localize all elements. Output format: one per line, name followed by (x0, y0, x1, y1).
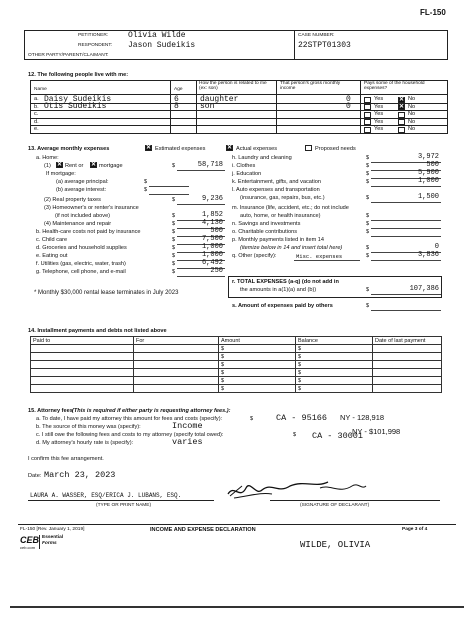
dollar-sign: $ (144, 187, 148, 193)
if-mortgage-label: If mortgage: (46, 171, 76, 177)
date-value: March 23, 2023 (44, 470, 116, 480)
dollar-sign: $ (221, 385, 225, 392)
debt-cell (373, 377, 442, 385)
form-id: FL-150 (420, 8, 446, 17)
respondent-label: RESPONDENT: (78, 43, 113, 48)
section-12-title: 12. The following people live with me: (28, 72, 129, 78)
dollar-sign: $ (172, 245, 176, 251)
childcare-label: c. Child care (36, 237, 68, 243)
pays-no-checkbox[interactable] (398, 119, 405, 125)
laundry-amount: 3,972 (417, 153, 439, 161)
payments-label: p. Monthly payments listed in item 14 (232, 237, 325, 243)
pays-no-checkbox[interactable] (398, 112, 405, 118)
dollar-sign: $ (366, 303, 370, 309)
attorney-name: LAURA A. WASSER, ESQ/ERICA J. LUBANS, ESQ. (30, 492, 182, 499)
childcare-amount: 7,500 (201, 235, 223, 243)
health-label: b. Health-care costs not paid by insurance (36, 229, 141, 235)
insurance-label-2: (if not included above) (55, 213, 111, 219)
debt-cell (373, 353, 442, 361)
case-number-label: CASE NUMBER: (298, 33, 335, 38)
fees-paid-dollar: $ (250, 416, 254, 422)
ins-life-label-2: auto, home, or health insurance) (240, 213, 321, 219)
phone-label: g. Telephone, cell phone, and e-mail (36, 269, 126, 275)
auto-label-2: (insurance, gas, repairs, bus, etc.) (240, 195, 325, 201)
estimated-checkbox[interactable]: ✕ (146, 145, 152, 151)
brand-url: ceb.com (20, 545, 36, 550)
forms-label: Forms (42, 541, 57, 546)
footer-name: WILDE, OLIVIA (300, 540, 371, 550)
other-desc-line (294, 252, 360, 261)
dollar-sign: $ (366, 253, 370, 259)
debt-cell (296, 345, 373, 353)
respondent-name: Jason Sudeikis (128, 41, 196, 50)
debt-cell (134, 345, 219, 353)
amount-line (371, 302, 441, 311)
rent-amount: 58,718 (197, 161, 223, 169)
no-label: No (408, 103, 416, 110)
debt-row (31, 361, 442, 369)
payments-amount: 0 (434, 243, 439, 251)
type-print-label: (TYPE OR PRINT NAME) (96, 503, 152, 508)
debt-row (31, 377, 442, 385)
caption-divider (294, 30, 295, 60)
total-amount: 107,386 (409, 285, 439, 293)
petitioner-name: Olivia Wilde (128, 31, 186, 40)
dollar-sign: $ (172, 213, 176, 219)
section-14-title: 14. Installment payments and debts not listed above (28, 328, 167, 334)
hourly-rate-label: d. My attorney's hourly rate is (specify): (36, 440, 134, 446)
dollar-sign: $ (221, 369, 225, 376)
debt-cell (373, 369, 442, 377)
rent-label: Rent or (65, 163, 84, 169)
dollar-sign: $ (172, 269, 176, 275)
debt-cell (373, 345, 442, 353)
no-label: No (408, 118, 416, 125)
signature-label: (SIGNATURE OF DECLARANT) (300, 503, 370, 508)
person-relation: son (200, 102, 215, 112)
debt-cell (296, 369, 373, 377)
yes-label: Yes (374, 96, 384, 102)
col-age: Age (174, 87, 183, 92)
dollar-sign: $ (221, 361, 225, 368)
debt-cell (373, 361, 442, 369)
fees-owed-dollar: $ (293, 432, 297, 438)
rent-note: * Monthly $30,000 rental lease terminates in July 2023 (34, 290, 179, 296)
other-amount: 3,836 (417, 251, 439, 259)
dollar-sign: $ (172, 237, 176, 243)
dollar-sign: $ (366, 213, 370, 219)
debt-cell (219, 353, 296, 361)
health-amount: 500 (210, 227, 223, 235)
footer-rule (18, 524, 456, 525)
fees-source: Income (172, 421, 203, 431)
dollar-sign: $ (298, 385, 302, 392)
dollar-sign: $ (221, 345, 225, 352)
debts-table (30, 336, 442, 393)
dollar-sign: $ (298, 361, 302, 368)
debt-row (31, 345, 442, 353)
charity-label: o. Charitable contributions (232, 229, 297, 235)
other-label: q. Other (specify): (232, 253, 277, 259)
person-relation: daughter (200, 94, 239, 104)
dollar-sign: $ (366, 163, 370, 169)
dollar-sign: $ (366, 179, 370, 185)
fees-owed-ca: CA - 30001 (312, 431, 364, 441)
case-number: 22STPT01303 (298, 41, 351, 50)
date-label: Date: (28, 473, 42, 479)
pays-yes-checkbox[interactable] (364, 97, 371, 103)
dollar-sign: $ (172, 197, 176, 203)
dollar-sign: $ (366, 221, 370, 227)
debt-cell (31, 385, 134, 393)
groceries-amount: 1,000 (201, 243, 223, 251)
savings-label: n. Savings and investments (232, 221, 301, 227)
no-label: No (408, 111, 416, 118)
yes-label: Yes (374, 103, 384, 110)
eating-amount: 1,000 (201, 251, 223, 259)
yes-label: Yes (374, 118, 384, 125)
section-15-title: 15. Attorney fees (28, 408, 73, 414)
actual-label: Actual expenses (236, 146, 278, 152)
household-row-line (30, 110, 448, 111)
paid-others-label: s. Amount of expenses paid by others (232, 303, 333, 309)
debt-cell (31, 345, 134, 353)
home-label: a. Home: (36, 155, 59, 161)
dollar-sign: $ (172, 221, 176, 227)
auto-label: l. Auto expenses and transportation (232, 187, 320, 193)
dollar-sign: $ (366, 171, 370, 177)
pays-no-checkbox[interactable]: ✕ (399, 96, 405, 103)
principal-label: (a) average principal: (56, 179, 109, 185)
row-letter: b. (34, 103, 39, 110)
tax-label: (2) Real property taxes (44, 197, 101, 203)
person-name: Daisy Sudeikis (44, 94, 112, 104)
tax-amount: 9,236 (201, 195, 223, 203)
debt-cell (134, 353, 219, 361)
person-name: Otis Sudeikis (44, 102, 107, 112)
debt-cell (134, 361, 219, 369)
debt-cell (296, 377, 373, 385)
col-related: How the person is related to me (ex: son) (199, 81, 267, 91)
debt-cell (31, 377, 134, 385)
yes-label: Yes (374, 111, 384, 118)
debts-col-paid-to: Paid to (31, 337, 134, 345)
section-13-title: 13. Average monthly expenses (28, 146, 110, 152)
proposed-label: Proposed needs (315, 146, 356, 152)
row-letter: e. (34, 126, 39, 133)
pays-no-checkbox[interactable]: ✕ (399, 104, 405, 111)
debt-cell (296, 361, 373, 369)
pays-no-checkbox[interactable] (398, 127, 405, 133)
row-letter: c. (34, 111, 39, 118)
debt-cell (219, 385, 296, 393)
debt-cell (219, 361, 296, 369)
no-label: No (408, 96, 416, 102)
clothes-amount: 500 (426, 161, 439, 169)
dollar-sign: $ (144, 179, 148, 185)
debt-row (31, 385, 442, 393)
dollar-sign: $ (221, 377, 225, 384)
payments-label-2: (itemize below in 14 and insert total here) (240, 245, 343, 251)
groceries-label: d. Groceries and household supplies (36, 245, 127, 251)
total-label-2: the amounts in a(1)(a) and (b)) (240, 287, 317, 293)
debts-col-date: Date of last payment (373, 337, 442, 345)
amount-line (371, 228, 441, 237)
debt-cell (219, 345, 296, 353)
clothes-label: i. Clothes (232, 163, 256, 169)
total-label: r. TOTAL EXPENSES (a-q) (do not add in (232, 279, 339, 285)
fees-paid-label: a. To date, I have paid my attorney this amount for fees and costs (specify): (36, 416, 223, 422)
fees-paid-ca: CA - 95166 (276, 413, 328, 423)
ins-life-label: m. Insurance (life, accident, etc.; do not include (232, 205, 349, 211)
ceb-logo: CEB (20, 535, 40, 545)
debt-cell (134, 385, 219, 393)
person-income: 0 (346, 102, 351, 112)
row-letter: a. (34, 96, 39, 102)
education-amount: 5,900 (417, 169, 439, 177)
dollar-sign: $ (172, 163, 176, 169)
dollar-sign: $ (172, 253, 176, 259)
dollar-sign: $ (298, 353, 302, 360)
eating-label: e. Eating out (36, 253, 68, 259)
amount-line (149, 186, 189, 195)
debt-cell (134, 369, 219, 377)
debts-body (31, 345, 442, 393)
phone-amount: 250 (210, 267, 223, 275)
debt-cell (31, 353, 134, 361)
dollar-sign: $ (172, 261, 176, 267)
debts-col-balance: Balance (296, 337, 373, 345)
signature-line (270, 500, 440, 501)
dollar-sign: $ (298, 345, 302, 352)
debt-cell (296, 353, 373, 361)
debt-cell (219, 369, 296, 377)
utilities-label: f. Utilities (gas, electric, water, trash) (36, 261, 126, 267)
auto-amount: 1,500 (417, 193, 439, 201)
person-age: 6 (174, 94, 179, 104)
essential-label: Essential (42, 535, 64, 540)
education-label: j. Education (232, 171, 262, 177)
logo-divider (39, 535, 40, 549)
debt-cell (373, 385, 442, 393)
entertainment-label: k. Entertainment, gifts, and vacation (232, 179, 321, 185)
debt-row (31, 369, 442, 377)
debt-cell (296, 385, 373, 393)
debt-cell (31, 361, 134, 369)
pays-yes-checkbox[interactable] (364, 112, 371, 118)
page-number: Page 3 of 4 (402, 527, 428, 532)
dollar-sign: $ (366, 229, 370, 235)
pays-yes-checkbox[interactable] (364, 127, 371, 133)
petitioner-label: PETITIONER: (78, 33, 109, 38)
household-row-line (30, 103, 448, 104)
actual-checkbox[interactable]: ✕ (227, 145, 233, 151)
household-row-line (30, 118, 448, 119)
rent-num: (1) (44, 163, 51, 169)
dollar-sign: $ (298, 377, 302, 384)
col-pays: Pays some of the household expenses? (364, 81, 425, 91)
confirm-text: I confirm this fee arrangement. (28, 456, 104, 462)
fees-owed-ny: NY - $101,998 (352, 427, 401, 436)
entertainment-amount: 1,000 (417, 177, 439, 185)
debt-cell (31, 369, 134, 377)
name-line (28, 500, 214, 501)
section-15-note: (This is required if either party is requesting attorney fees.): (72, 408, 231, 414)
dollar-sign: $ (172, 229, 176, 235)
fees-paid-ny: NY - 128,918 (340, 413, 385, 422)
footer-title: INCOME AND EXPENSE DECLARATION (150, 527, 256, 533)
mortgage-checkbox[interactable]: ✕ (91, 162, 97, 168)
dollar-sign: $ (221, 353, 225, 360)
other-party-label: OTHER PARTY/PARENT/CLAIMANT: (28, 53, 109, 58)
rent-checkbox[interactable]: ✕ (57, 162, 63, 168)
debt-cell (134, 377, 219, 385)
no-label: No (408, 126, 416, 133)
col-name: Name (34, 87, 47, 92)
debt-row (31, 353, 442, 361)
row-letter: d. (34, 118, 39, 125)
dollar-sign: $ (298, 369, 302, 376)
dollar-sign: $ (366, 155, 370, 161)
insurance-amount: 1,852 (201, 211, 223, 219)
col-income: That person's gross monthly income (280, 81, 341, 91)
yes-label: Yes (374, 126, 384, 133)
hourly-rate: varies (172, 437, 203, 447)
mortgage-label: mortgage (99, 163, 123, 169)
proposed-checkbox[interactable] (305, 145, 312, 151)
dollar-sign: $ (366, 287, 370, 293)
dollar-sign: $ (366, 195, 370, 201)
person-age: 8 (174, 102, 179, 112)
revision: FL-150 [Rev. January 1, 2019] (20, 527, 85, 532)
bottom-rule (10, 606, 464, 608)
household-row-line (30, 125, 448, 126)
maint-label: (4) Maintenance and repair (44, 221, 112, 227)
utilities-amount: 6,492 (201, 259, 223, 267)
debt-cell (219, 377, 296, 385)
debts-header-row (31, 337, 442, 345)
pays-yes-checkbox[interactable] (364, 104, 371, 110)
laundry-label: h. Laundry and cleaning (232, 155, 292, 161)
maint-amount: 4,130 (201, 219, 223, 227)
dollar-sign: $ (366, 245, 370, 251)
debts-col-amount: Amount (219, 337, 296, 345)
pays-yes-checkbox[interactable] (364, 119, 371, 125)
fees-owed-label: c. I still owe the following fees and costs to my attorney (specify total owed): (36, 432, 224, 438)
other-desc: Misc. expenses (296, 253, 343, 260)
debts-col-for: For (134, 337, 219, 345)
fees-source-label: b. The source of this money was (specify): (36, 424, 141, 430)
estimated-label: Estimated expenses (155, 146, 206, 152)
insurance-label: (3) Homeowner's or renter's insurance (44, 205, 139, 211)
interest-label: (b) average interest: (56, 187, 107, 193)
person-income: 0 (346, 94, 351, 104)
